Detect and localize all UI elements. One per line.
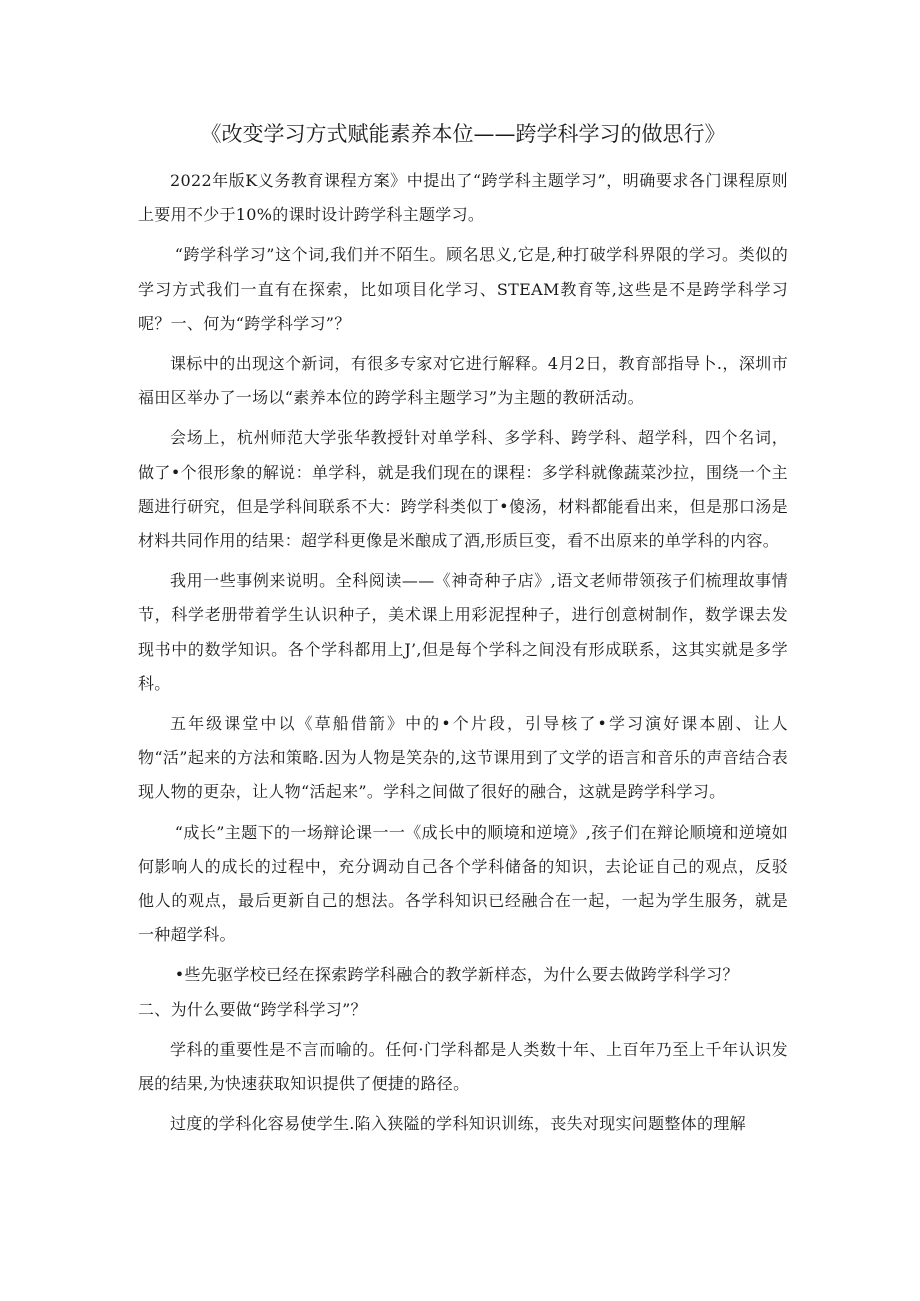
- paragraph-3: 课标中的出现这个新词，有很多专家对它进行解释。4月2日，教育部指导卜.，深圳市福田区举办了一场以“素养本位的跨学科主题学习”为主题的教研活动。: [138, 354, 788, 408]
- paragraph-7: “成长”主题下的一场辩论课一一《成长中的顺境和逆境》,孩子们在辩论顺境和逆境如何影响人的成长的过程中，充分调动自己各个学科储备的知识，去论证自己的观点，反驳他人的观点，最后更新自己的想法。各学科知识已经融合在一起，一起为学生服务，就是一种超学科。: [138, 822, 788, 945]
- paragraph-4: 会场上，杭州师范大学张华教授针对单学科、多学科、跨学科、超学科，四个名词，做了•个很形象的解说：单学科，就是我们现在的课程：多学科就像蔬菜沙拉，围绕一个主题进行研究，但是学科间联系不大：跨学科类似丁•傻汤，材料都能看出来，但是那口汤是材料共同作用的结果：超学科更像是米酿成了酒,形质巨变，看不出原来的单学科的内容。: [138, 428, 788, 551]
- paragraph-9: 学科的重要性是不言而喻的。任何·门学科都是人类数十年、上百年乃至上千年认识发展的结果,为快速获取知识提供了便捷的路径。: [138, 1039, 788, 1094]
- paragraph-1: 2022年版K义务教育课程方案》中提出了“跨学科主题学习”，明确要求各门课程原则上要用不少于10%的课时设计跨学科主题学习。: [138, 171, 788, 225]
- document-title: 《改变学习方式赋能素养本位——跨学科学习的做思行》: [200, 122, 726, 146]
- paragraph-2: “跨学科学习”这个词,我们并不陌生。顾名思义,它是,种打破学科界限的学习。类似的学习方式我们一直有在探索，比如项目化学习、STEAM教育等,这些是不是跨学科学习呢？一、何为“跨学科学习”？: [138, 245, 788, 333]
- section-heading-2: 二、为什么要做“跨学科学习”？: [138, 999, 367, 1019]
- paragraph-5: 我用一些事例来说明。全科阅读——《神奇种子店》,语文老师带领孩子们梳理故事情节，科学老册带着学生认识种子，美术课上用彩泥捏种子，进行创意树制作，数学课去发现书中的数学知识。各个学科都用上J’,但是每个学科之间没有形成联系，这其实就是多学科。: [138, 571, 788, 693]
- document-page: [138, 118, 788, 1141]
- paragraph-8: •些先驱学校已经在探索跨学科融合的教学新样态，为什么要去做跨学科学习？: [174, 965, 739, 985]
- paragraph-6: 五年级课堂中以《草船借箭》中的•个片段，引导核了•学习演好课本剧、让人物“活”起来的方法和策略.因为人物是笑杂的,这节课用到了文学的语言和音乐的声音结合表现人物的更杂，让人物“活起来”。学科之间做了很好的融合，这就是跨学科学习。: [138, 714, 788, 802]
- paragraph-10: 过度的学科化容易使学生.陷入狭隘的学科知识训练，丧失对现实问题整体的理解: [170, 1114, 746, 1134]
